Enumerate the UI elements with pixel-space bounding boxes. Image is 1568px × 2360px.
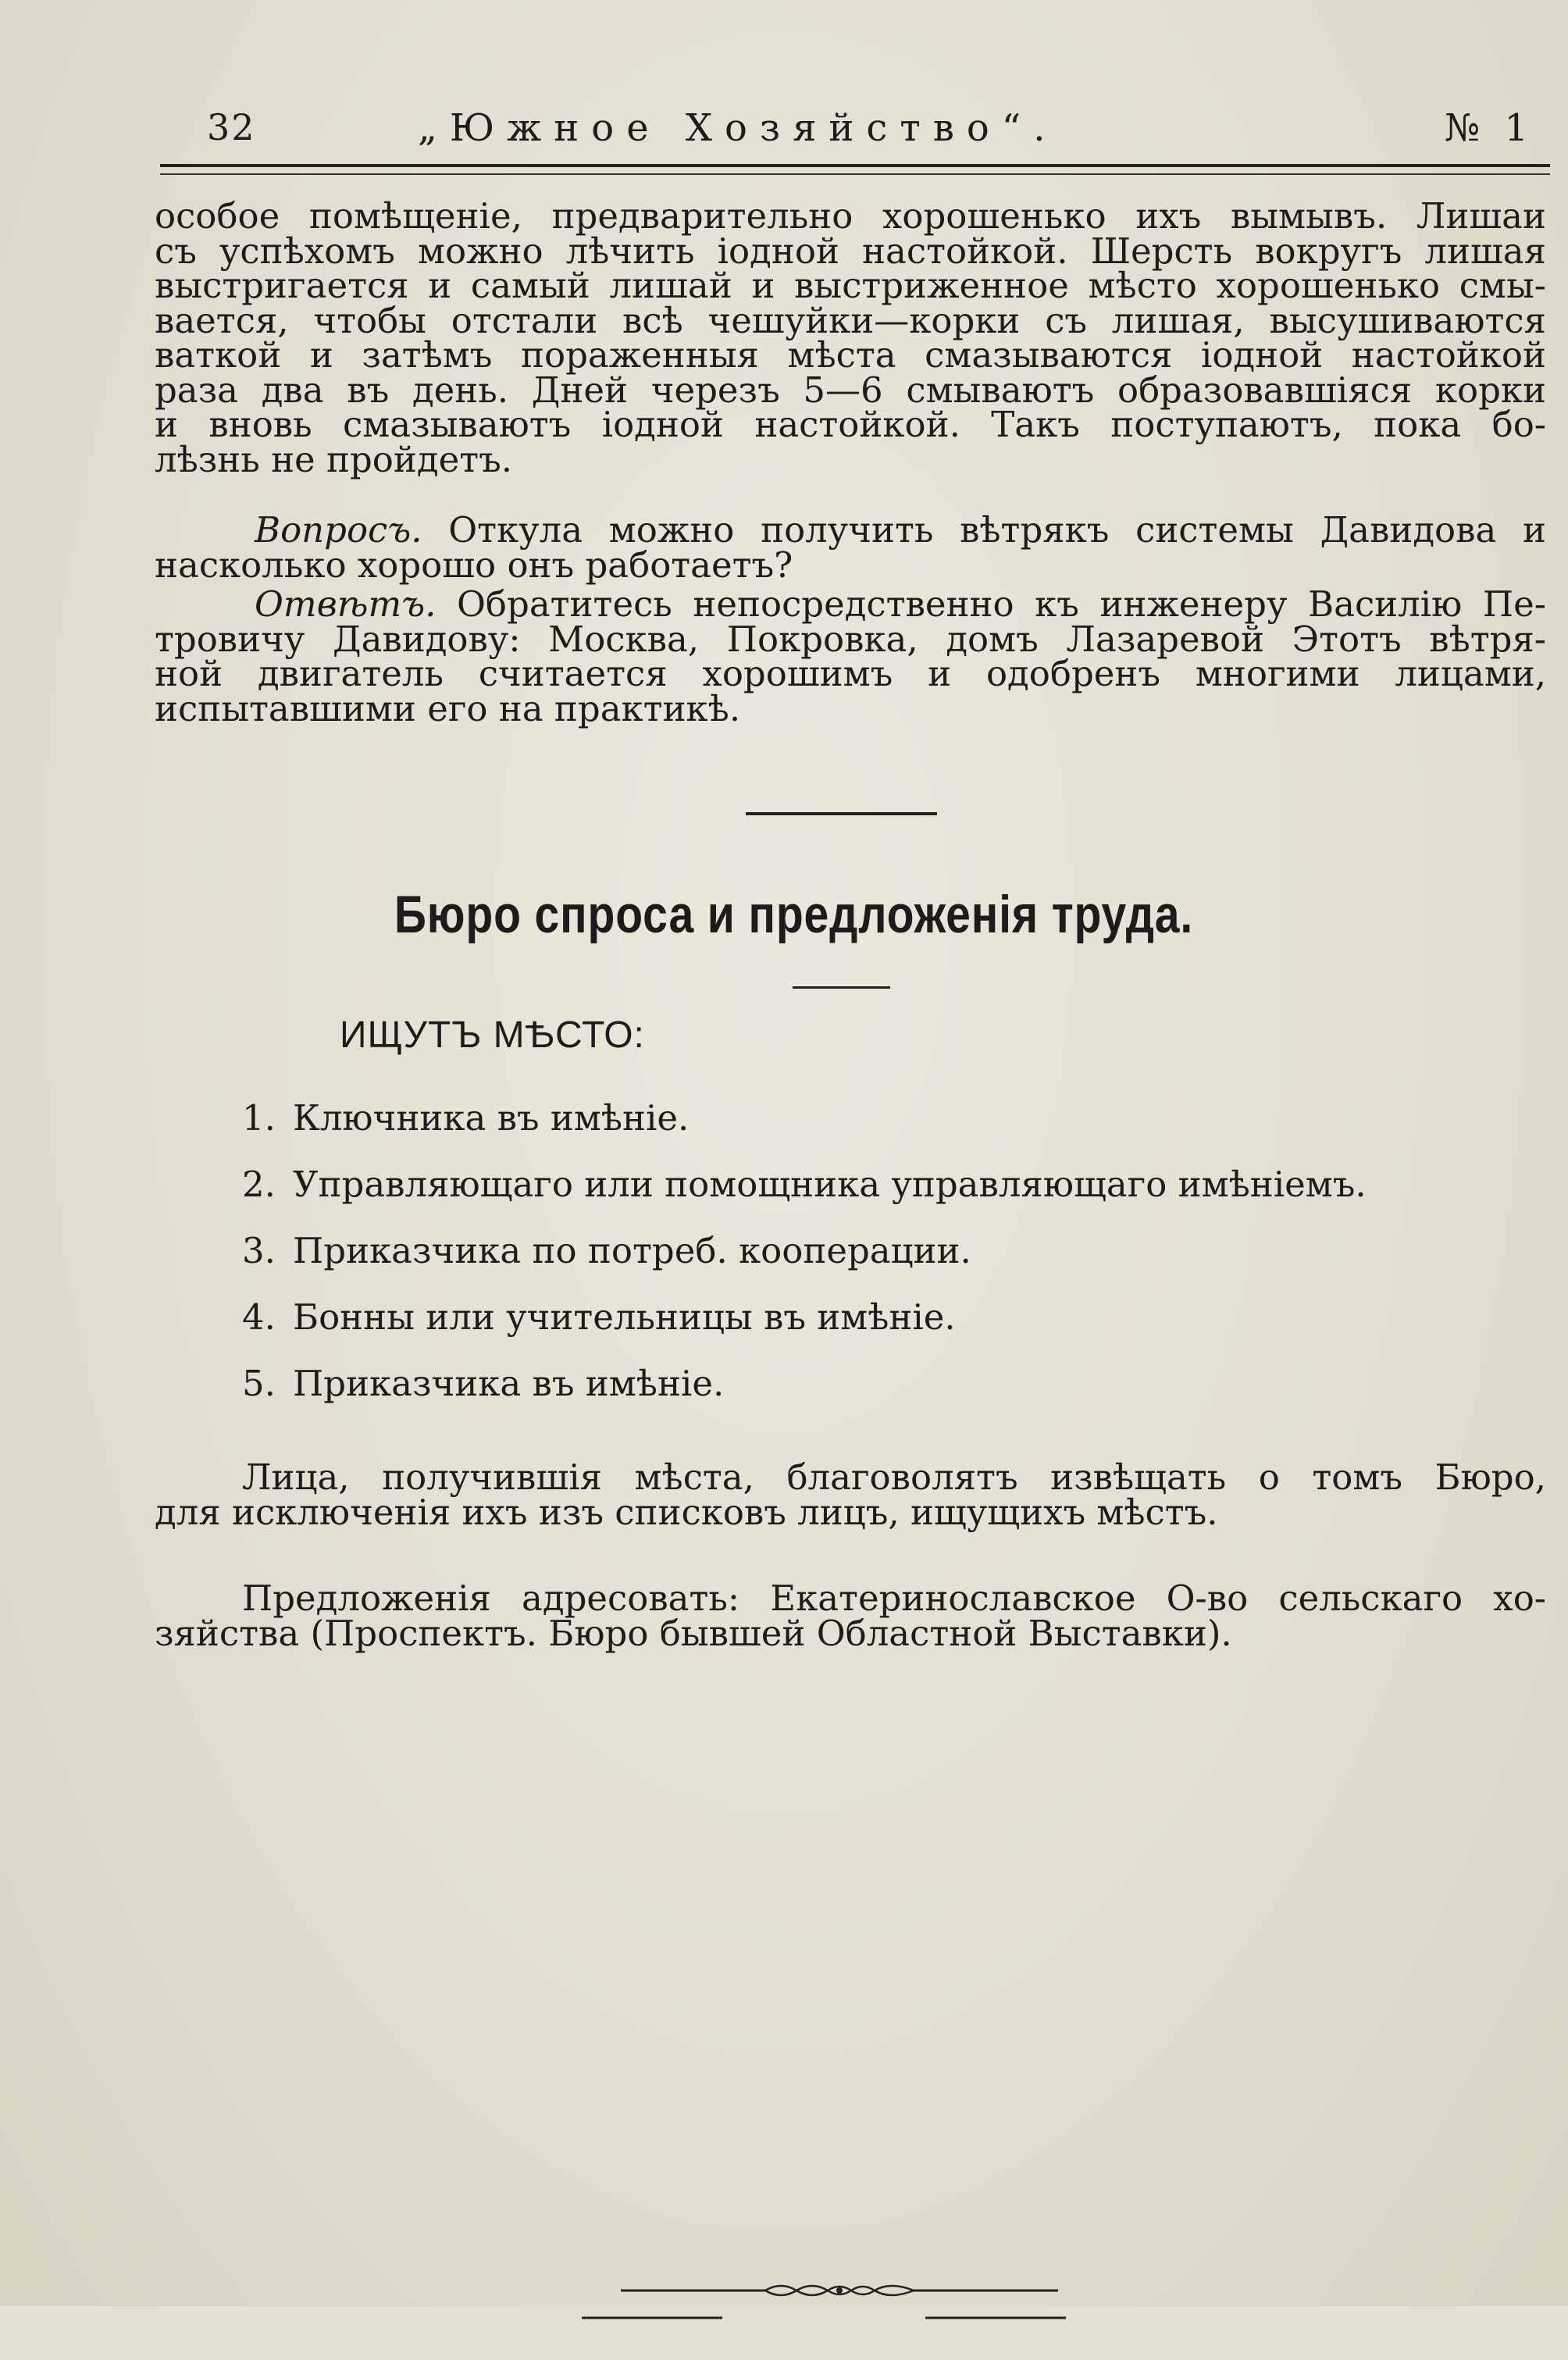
item-number: 4.: [242, 1296, 276, 1338]
text-line: для исключенія ихъ изъ списковъ лицъ, ищущихъ мѣстъ.: [155, 1491, 1218, 1533]
list-item: [242, 1164, 1367, 1230]
text-line: насколько хорошо онъ работаетъ?: [155, 544, 793, 586]
text-line: [155, 583, 1546, 625]
item-number: 3.: [242, 1230, 276, 1271]
answer-paragraph: [155, 583, 1546, 729]
text-line: испытавшими его на практикѣ.: [155, 687, 741, 729]
item-number: 1.: [242, 1097, 276, 1139]
address-paragraph: [155, 1577, 1546, 1654]
answer-label: Отвѣтъ.: [255, 583, 437, 625]
notice-paragraph: [155, 1456, 1546, 1533]
list-item: [242, 1363, 1367, 1429]
answer-continuation: [155, 195, 1546, 480]
item-text: Ключника въ имѣніе.: [293, 1097, 690, 1139]
text-line: тровичу Давидову: Москва, Покровка, домъ Лазаревой Этотъ вѣтря-: [155, 618, 1546, 660]
header-rule-thin: [160, 173, 1550, 175]
text-line: ваткой и затѣмъ пораженныя мѣста смазываются іодной настойкой: [155, 334, 1546, 376]
section-title: Бюро спроса и предложенія труда.: [394, 885, 1194, 944]
page-number: 32: [207, 106, 256, 148]
question-label: Вопросъ.: [255, 509, 422, 551]
title-divider: [793, 986, 890, 989]
text-line: Предложенія адресовать: Екатеринославское О-во сельскаго хо-: [242, 1577, 1546, 1619]
text-line: [155, 509, 1546, 551]
running-header: [160, 100, 1550, 155]
question-text: Откула можно получить вѣтрякъ системы Давидова и: [422, 509, 1546, 551]
text-line: ной двигатель считается хорошимъ и одобренъ многими лицами,: [155, 653, 1546, 694]
item-text: Приказчика по потреб. кооперации.: [293, 1230, 971, 1271]
question-paragraph: [155, 509, 1546, 586]
item-text: Бонны или учительницы въ имѣніе.: [293, 1296, 956, 1338]
list-item: [242, 1296, 1367, 1363]
item-number: 2.: [242, 1164, 276, 1205]
item-number: 5.: [242, 1363, 276, 1404]
text-line: выстригается и самый лишай и выстриженное мѣсто хорошенько смы-: [155, 265, 1546, 306]
header-rule-thick: [160, 164, 1550, 167]
job-list: [242, 1097, 1367, 1429]
journal-title: „Южное Хозяйство“.: [418, 106, 1058, 150]
text-line: вается, чтобы отстали всѣ чешуйки—корки съ лишая, высушиваются: [155, 299, 1546, 341]
subheading: ИЩУТЪ МѢСТО:: [340, 1014, 645, 1056]
text-line: особое помѣщеніе, предварительно хорошенько ихъ вымывъ. Лишаи: [155, 195, 1546, 237]
text-line: и вновь смазываютъ іодной настойкой. Такъ поступаютъ, пока бо-: [155, 404, 1546, 445]
answer-text: Обратитесь непосредственно къ инженеру Василію Пе-: [436, 583, 1546, 625]
list-item: [242, 1097, 1367, 1164]
drawn-ornament-icon: [621, 2275, 1058, 2306]
section-divider: [746, 812, 937, 815]
list-item: [242, 1230, 1367, 1296]
text-line: съ успѣхомъ можно лѣчить іодной настойкой. Шерсть вокругъ лишая: [155, 230, 1546, 272]
text-line: зяйства (Проспектъ. Бюро бывшей Областной Выставки).: [155, 1612, 1232, 1654]
text-line: лѣзнь не пройдетъ.: [155, 438, 513, 480]
issue-number: № 1: [1444, 106, 1534, 150]
text-line: раза два въ день. Дней черезъ 5—6 смываютъ образовавшіяся корки: [155, 369, 1546, 411]
item-text: Приказчика въ имѣніе.: [293, 1363, 725, 1404]
text-line: Лица, получившія мѣста, благоволятъ извѣщать о томъ Бюро,: [242, 1456, 1546, 1498]
item-text: Управляющаго или помощника управляющаго имѣніемъ.: [293, 1164, 1367, 1205]
